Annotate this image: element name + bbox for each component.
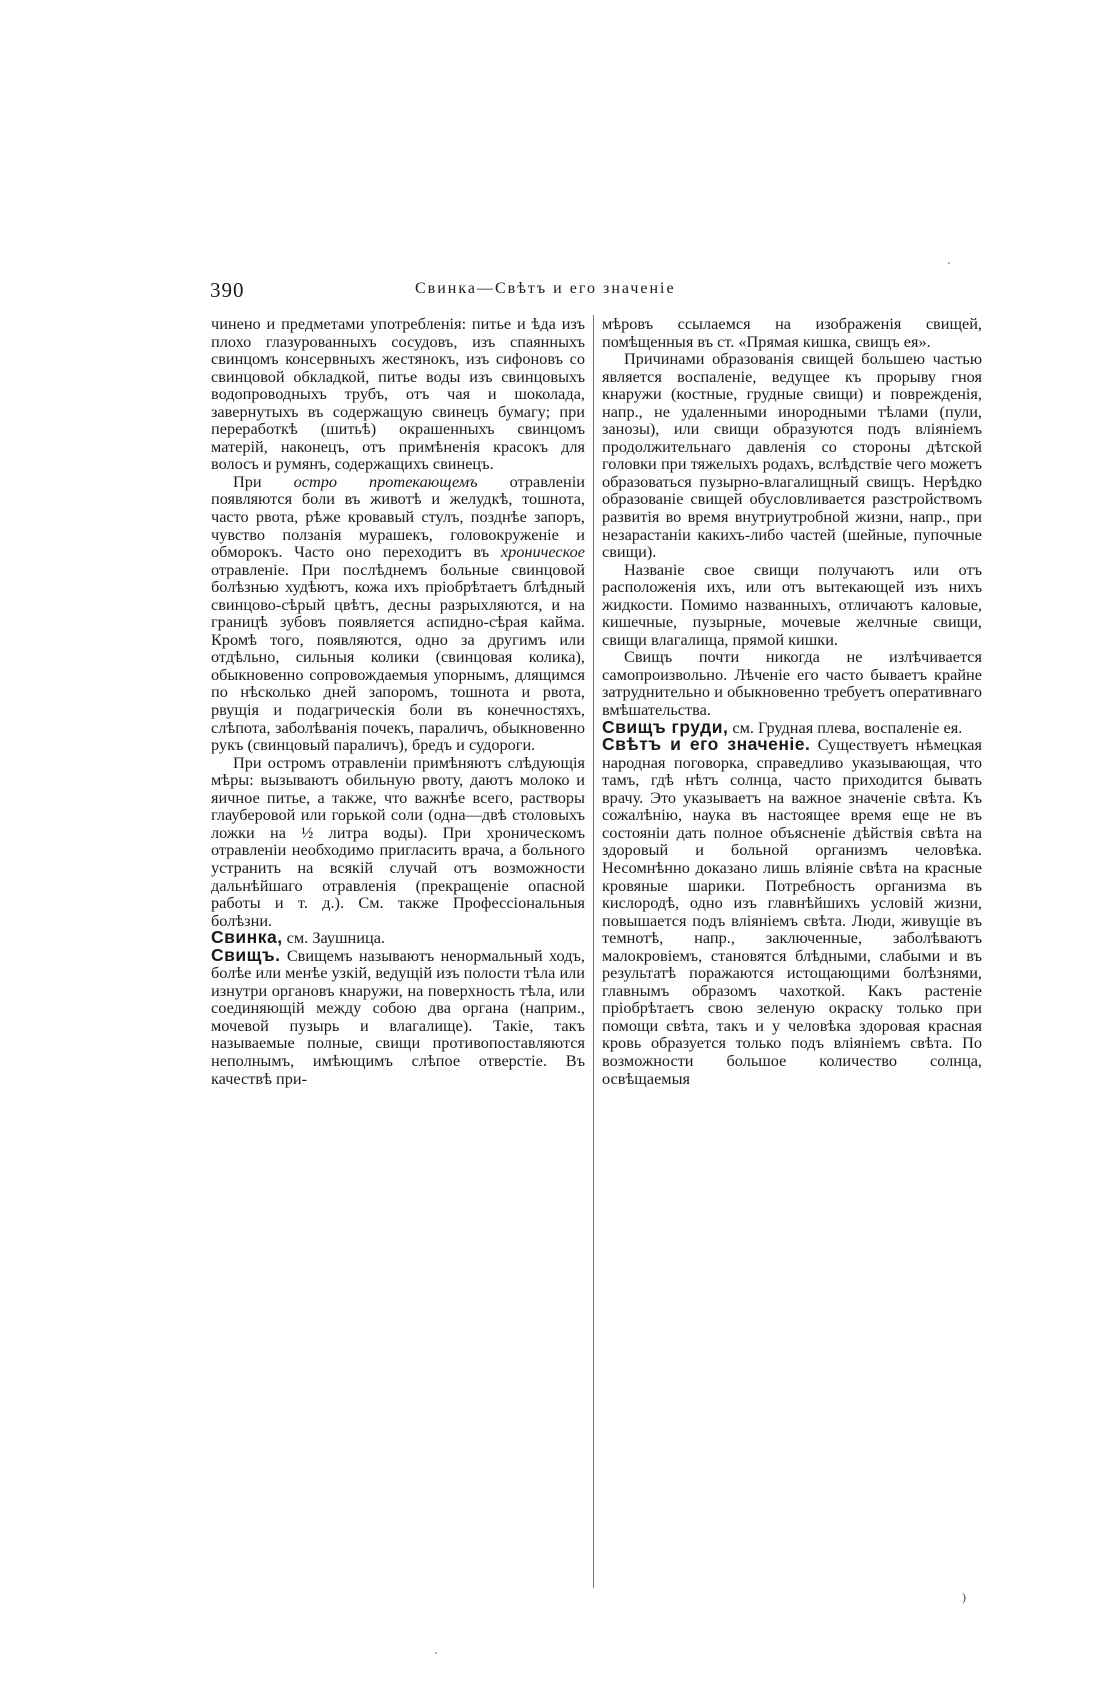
entry-text: Существуетъ нѣмецкая народная поговорка, справедливо указывающая, что тамъ, гдѣ нѣтъ солнца, часто приходится бывать врачу. Это указываетъ на важное значеніе свѣта. Къ сожалѣнію, наука въ настоящее время еще не въ состояніи дать полное объясненіе дѣйствія свѣта на здоровый и больной организмъ человѣка. Несомнѣнно доказано лишь вліяніе свѣта на красные кровяные шарики. Потребность организма въ кислородѣ, одно изъ главнѣйшихъ условій жизни, повышается подъ вліяніемъ свѣта. Люди, живущіе въ темнотѣ, напр., заключенные, заболѣваютъ малокровіемъ, становятся блѣдными, слабыми и въ результатѣ поражаются истощающими болѣзнями, главнымъ образомъ чахоткой. Какъ растеніе пріобрѣтаетъ свою зеленую окраску только при помощи свѣта, такъ и у человѣка здоровая красная кровь образуется только подъ вліяніемъ свѣта. По возможности большое количество солнца, освѣщаемыя xyxy=(602,735,982,1088)
margin-mark: ) xyxy=(962,1590,966,1604)
text-run: отравленіи появляются боли въ животѣ и желудкѣ, тошнота, часто рвота, рѣже кровавый стулъ, позднѣе запоръ, чувство ползанія мурашекъ, головокруженіе и обморокъ. Часто оно переходитъ въ xyxy=(211,471,585,562)
paragraph: Названіе свое свищи получаютъ или отъ расположенія ихъ, или отъ вытекающей изъ нихъ жидкости. Помимо названныхъ, отличаютъ каловые, кишечные, пузырные, мочевые желчные свищи, свищи влагалища, прямой кишки. xyxy=(602,559,982,649)
paragraph: чинено и предметами употребленія: питье и ѣда изъ плохо глазурованныхъ сосудовъ, изъ спаянныхъ свинцомъ консервныхъ жестянокъ, изъ сифоновъ со свинцовой обкладкой, питье воды изъ свинцовыхъ водопроводныхъ трубъ, отъ чая и шоколада, завернутыхъ въ содержащую свинецъ бумагу; при переработкѣ (шитьѣ) окрашенныхъ свинцомъ матерій, наконецъ, отъ примѣненія красокъ для волосъ и румянъ, содержащихъ свинецъ. xyxy=(211,314,585,474)
paragraph: При остромъ отравленіи примѣняютъ слѣдующія мѣры: вызываютъ обильную рвоту, даютъ молоко и яичное питье, а также, что важнѣе всего, растворы глауберовой или горькой соли (одна—двѣ столовыхъ ложки на ½ литра воды). При хроническомъ отравленіи необходимо пригласить врача, а больного устранить на всякій случай отъ возможности дальнѣйшаго отравленія (прекращеніе опасной работы и т. д.). См. также Профессіональныя болѣзни. xyxy=(211,752,585,930)
print-speck xyxy=(948,262,950,264)
left-column xyxy=(211,315,585,1087)
entry-svet xyxy=(602,736,982,1087)
text-run: При xyxy=(233,471,294,491)
italic-term: остро протекающемъ xyxy=(293,471,478,491)
text-run: отравленіе. При послѣднемъ больные свинцовой болѣзнью худѣютъ, кожа ихъ пріобрѣтаетъ блѣдный свинцово-сѣрый цвѣтъ, десны разрыхляются, и на границѣ зубовъ появляется аспидно-сѣрая кайма. Кромѣ того, появляются, одно за другимъ или отдѣльно, сильныя колики (свинцовая колика), обыкновенно сопровождаемыя упорнымъ, длящимся по нѣсколько дней запоромъ, тошнота и рвота, рвущія и подагрическія боли въ конечностяхъ, слѣпота, заболѣванія почекъ, параличъ, обыкновенно рукъ (свинцовый параличъ), бредъ и судороги. xyxy=(211,559,585,755)
italic-term: хроническое xyxy=(500,542,585,562)
print-speck xyxy=(435,1652,437,1654)
headword: Свѣтъ и его значеніе. xyxy=(602,734,811,755)
paragraph xyxy=(211,473,585,754)
entry-text: Свищемъ называютъ ненормальный ходъ, болѣе или менѣе узкій, ведущій изъ полости тѣла или изнутри органовъ кнаружи, на поверхность тѣла, или соединяющій между собою два органа (наприм., мочевой пузырь и влагалище). Такіе, такъ называемые полные, свищи противопоставляются неполнымъ, имѣющимъ слѣпое отверстіе. Въ качествѣ при- xyxy=(211,945,585,1088)
column-divider xyxy=(593,315,594,1588)
paragraph: Причинами образованія свищей большею частью является воспаленіе, ведущее къ прорыву гноя кнаружи (костные, грудные свищи) и поврежденія, напр., не удаленными инородными тѣлами (пули, занозы), или свищи образуются подъ вліяніемъ продолжительнаго давленія со стороны дѣтской головки при тяжелыхъ родахъ, вслѣдствіе чего можетъ образоваться пузырно-влагалищный свищъ. Нерѣдко образованіе свищей обусловливается разстройствомъ развитія во время внутриутробной жизни, напр., при незарастаніи какихъ-либо частей (шейные, пупочные свищи). xyxy=(602,349,982,562)
headword: Свищъ. xyxy=(211,944,281,965)
entry-text: см. Заушница. xyxy=(282,928,385,948)
entry-text: см. Грудная плева, воспаленіе ея. xyxy=(728,717,963,737)
paragraph: Свищъ почти никогда не излѣчивается самопроизвольно. Лѣченіе его часто бываетъ крайне затруднительно и обыкновенно требуетъ оперативнаго вмѣшательства. xyxy=(602,647,982,720)
right-column xyxy=(602,315,982,1087)
page-number: 390 xyxy=(210,278,245,302)
headword: Свинка, xyxy=(211,927,283,948)
paragraph: мѣровъ ссылаемся на изображенія свищей, помѣщенныя въ ст. «Прямая кишка, свищъ ея». xyxy=(602,314,982,351)
running-title: Свинка—Свѣтъ и его значеніе xyxy=(415,280,676,297)
headword: Свищъ груди, xyxy=(602,716,729,737)
running-head xyxy=(210,278,1010,304)
entry-svishch xyxy=(211,944,585,1088)
